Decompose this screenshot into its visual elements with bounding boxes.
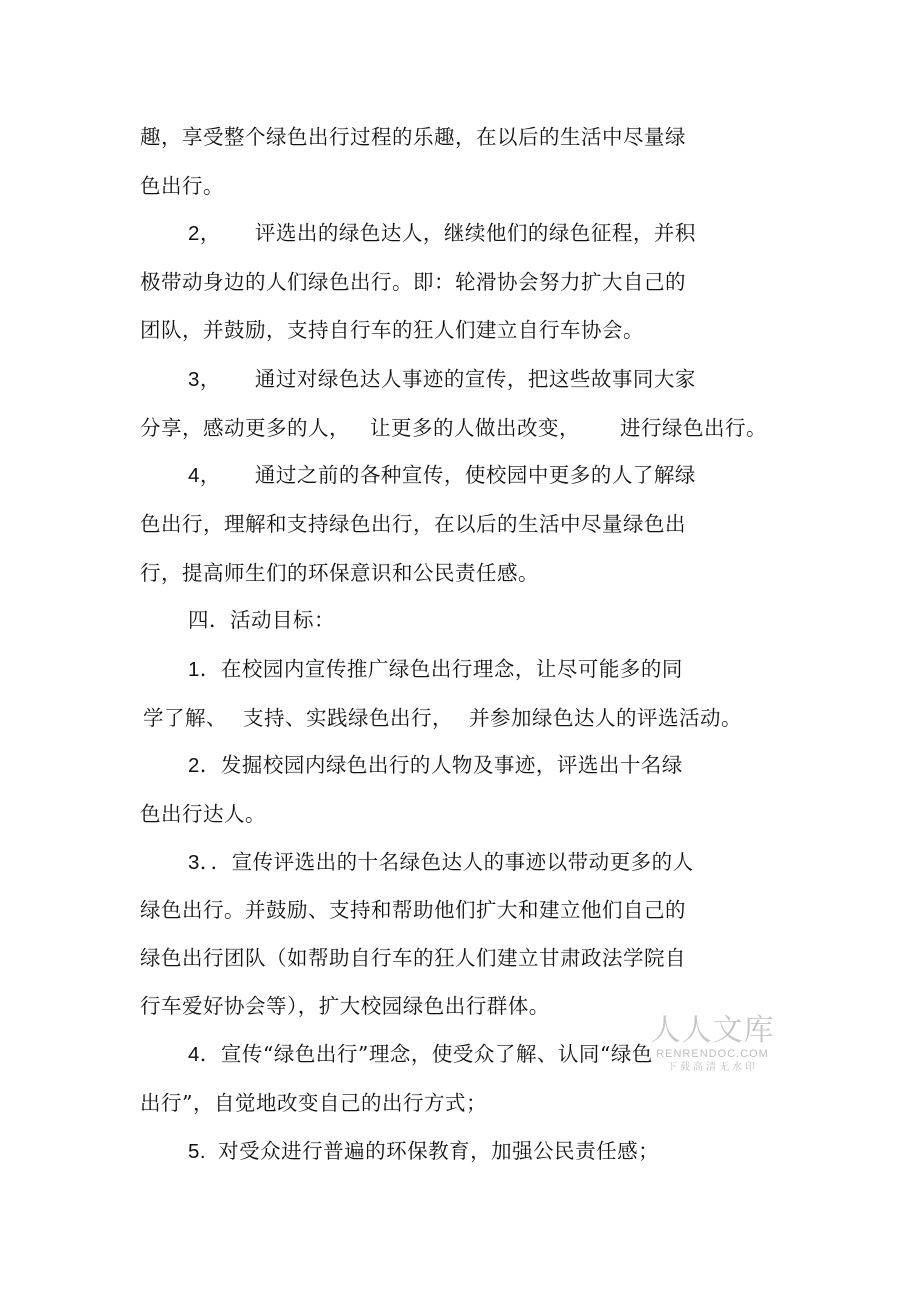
text-line: 趣，享受整个绿色出行过程的乐趣，在以后的生活中尽量绿: [140, 125, 686, 149]
list-item-2: [188, 219, 696, 248]
text-line: [143, 704, 742, 732]
text-line: 色出行，理解和支持绿色出行，在以后的生活中尽量绿色出: [140, 512, 686, 536]
text-segment: 学了解、: [143, 706, 227, 730]
item-text: 通过对绿色达人事迹的宣传，把这些故事同大家: [254, 367, 696, 391]
text-line: 极带动身边的人们绿色出行。即：轮滑协会努力扩大自己的: [140, 270, 686, 294]
text-segment: 并参加绿色达人的评选活动。: [469, 706, 742, 730]
item-text: 发掘校园内绿色出行的人物及事迹，评选出十名绿: [220, 753, 683, 777]
text-line: 团队，并鼓励，支持自行车的狂人们建立自行车协会。: [140, 318, 644, 342]
item-text: 宣传“绿色出行”理念，使受众了解、认同“绿色: [220, 1042, 653, 1066]
watermark-url: RENRENDOC.COM: [656, 1048, 769, 1060]
text-line: [140, 414, 767, 442]
text-segment: 分享，感动更多的人，: [140, 416, 350, 440]
goal-item-1: [188, 655, 683, 684]
watermark-title: 人人文库: [650, 1013, 775, 1048]
item-number: 4，: [188, 464, 221, 487]
item-number: 4．: [188, 1043, 221, 1066]
item-number: 1．: [188, 658, 221, 681]
item-number: 2，: [188, 222, 221, 245]
goal-item-2: [188, 751, 683, 780]
list-item-4: [188, 461, 696, 490]
text-line: 出行”，自觉地改变自己的出行方式；: [140, 1091, 487, 1115]
item-number: 2．: [188, 754, 221, 777]
text-line: 行，提高师生们的环保意识和公民责任感。: [140, 561, 539, 585]
text-line: 绿色出行。并鼓励、支持和帮助他们扩大和建立他们自己的: [140, 898, 686, 922]
item-text: 通过之前的各种宣传，使校园中更多的人了解绿: [254, 463, 696, 487]
list-item-3: [188, 365, 696, 394]
text-line: 色出行达人。: [140, 802, 266, 826]
item-text: 评选出的绿色达人，继续他们的绿色征程，并积: [254, 221, 696, 245]
item-text: 在校园内宣传推广绿色出行理念，让尽可能多的同: [220, 657, 683, 681]
section-heading: 四．活动目标：: [188, 608, 335, 632]
item-number: 3．: [188, 851, 211, 874]
item-number: 3，: [188, 368, 221, 391]
watermark: [645, 1014, 780, 1074]
text-line: 行车爱好协会等），扩大校园绿色出行群体。: [140, 994, 550, 1018]
item-number: 5.: [188, 1140, 207, 1163]
goal-item-3: [188, 848, 694, 877]
item-text: 对受众进行普遍的环保教育，加强公民责任感；: [218, 1139, 660, 1163]
text-line: 色出行。: [140, 174, 224, 198]
text-segment: 进行绿色出行。: [620, 416, 767, 440]
goal-item-4: [188, 1040, 653, 1069]
item-text: ．宣传评选出的十名绿色达人的事迹以带动更多的人: [210, 850, 694, 874]
goal-item-5: [188, 1137, 659, 1166]
watermark-subtitle: 下载高清无水印: [667, 1062, 758, 1073]
text-line: 绿色出行团队（如帮助自行车的狂人们建立甘肃政法学院自: [140, 946, 686, 970]
text-segment: 让更多的人做出改变，: [370, 416, 580, 440]
text-segment: 支持、实践绿色出行，: [243, 706, 453, 730]
